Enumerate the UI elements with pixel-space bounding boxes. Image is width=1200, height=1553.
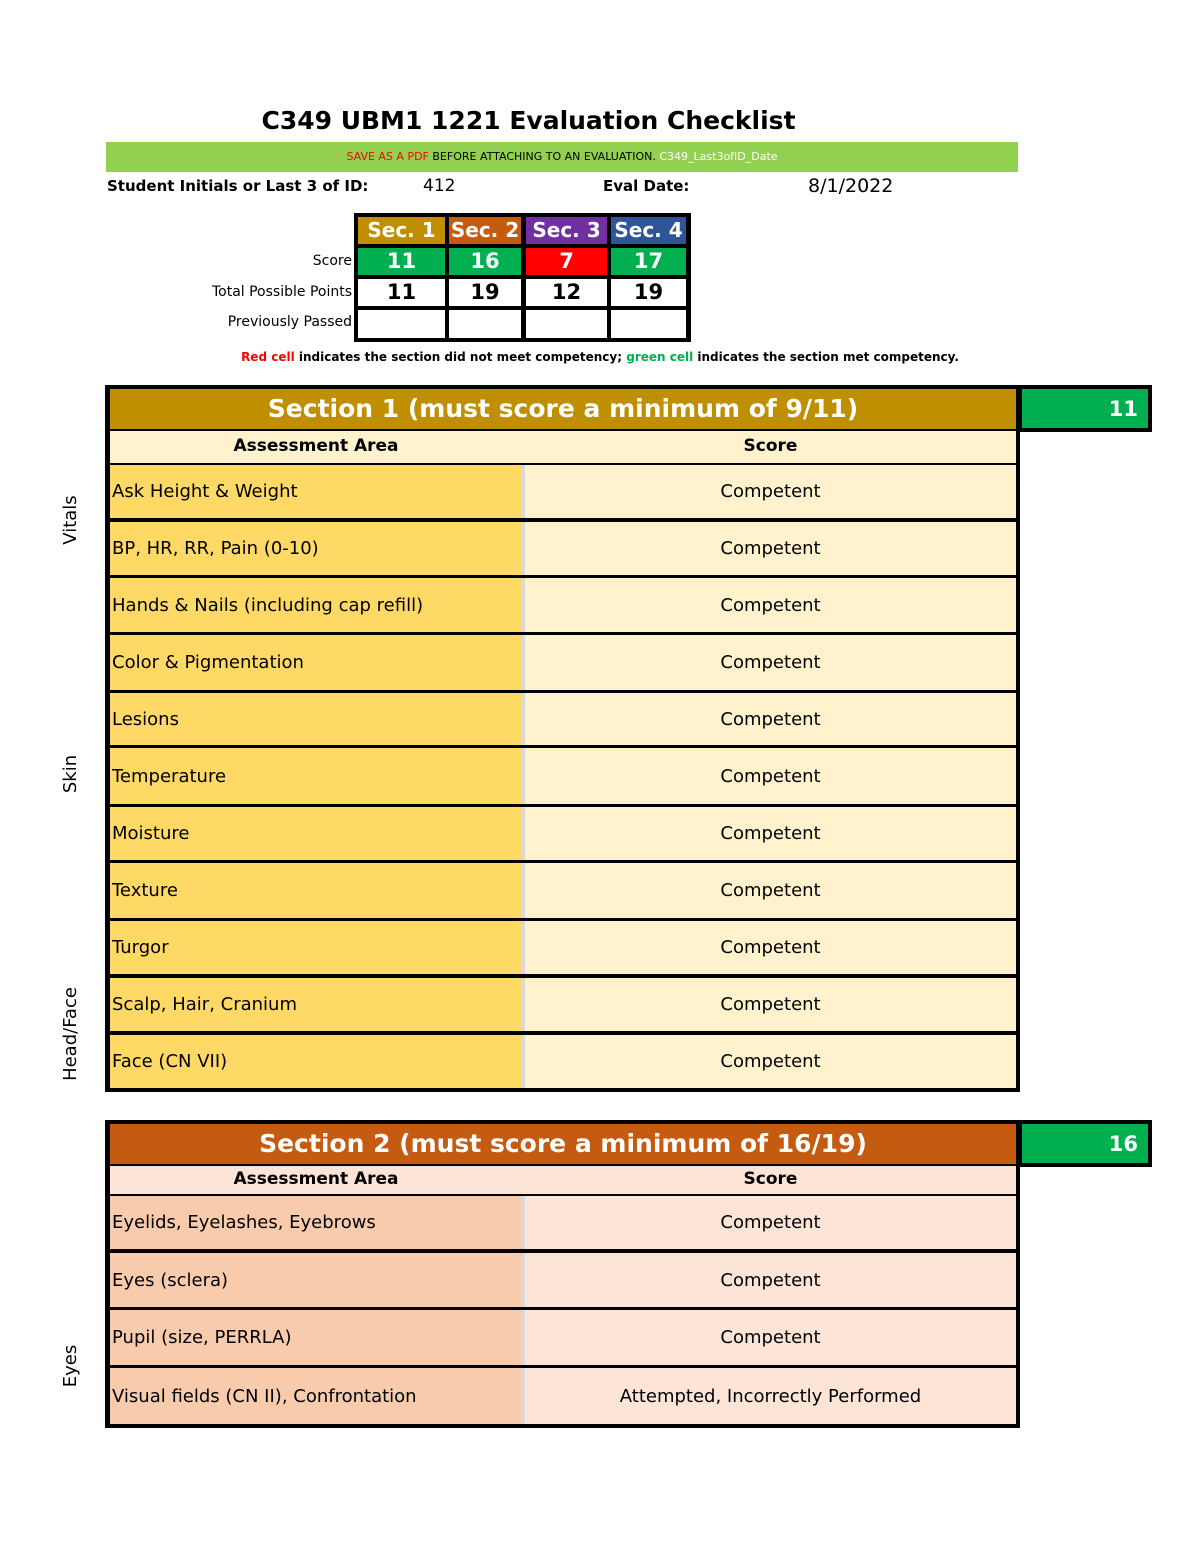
score-value[interactable]: Competent [525,578,1016,632]
section1-column-headers [110,431,1016,463]
assessment-area: Turgor [110,921,522,974]
score-row-label: Score [312,253,352,269]
table-row [110,748,1016,804]
eval-date-value: 8/1/2022 [808,175,894,197]
score-value[interactable]: Competent [525,1035,1016,1088]
assessment-area: Color & Pigmentation [110,635,522,690]
group-skin: Skin [60,754,81,794]
score-value[interactable]: Competent [525,693,1016,745]
table-row [110,1368,1016,1424]
section1-score: 11 [1022,389,1148,428]
sec4-header: Sec. 4 [611,217,686,244]
sec1-score: 11 [358,248,445,275]
legend-red: Red cell [241,350,295,364]
group-head-face: Head/Face [60,987,81,1081]
section2-score-box [1018,1120,1152,1167]
section2-title: Section 2 (must score a minimum of 16/19) [110,1124,1016,1164]
group-divider [110,575,1016,578]
group-divider [110,975,1016,978]
passed-row-label: Previously Passed [227,314,352,330]
sec2-total: 19 [449,279,521,306]
score-value[interactable]: Competent [525,921,1016,974]
assessment-area: Visual fields (CN II), Confrontation [110,1368,522,1424]
section1-col-area: Assessment Area [233,436,399,456]
score-value[interactable]: Competent [525,807,1016,860]
table-row [110,522,1016,575]
sec3-total: 12 [526,279,607,306]
student-value: 412 [423,176,456,196]
sec1-header: Sec. 1 [358,217,445,244]
group-vitals: Vitals [60,495,81,545]
section2-column-headers [110,1166,1016,1194]
table-row [110,693,1016,745]
sec4-passed[interactable] [611,310,686,338]
assessment-area: BP, HR, RR, Pain (0-10) [110,522,522,575]
section2-col-area: Assessment Area [233,1169,399,1189]
table-row [110,635,1016,690]
sec3-score: 7 [526,248,607,275]
section1-col-score: Score [743,436,798,456]
assessment-area: Ask Height & Weight [110,465,522,518]
assessment-area: Eyes (sclera) [110,1253,522,1307]
table-row [110,1196,1016,1249]
table-row [110,1035,1016,1088]
score-value[interactable]: Competent [525,1310,1016,1365]
assessment-area: Texture [110,863,522,918]
sec3-passed[interactable] [526,310,607,338]
sec2-passed[interactable] [449,310,521,338]
summary-grid [354,213,691,342]
save-banner [106,142,1018,172]
assessment-area: Face (CN VII) [110,1035,522,1088]
score-value[interactable]: Competent [525,978,1016,1031]
score-value[interactable]: Competent [525,748,1016,804]
group-eyes: Eyes [60,1344,81,1388]
eval-date-label: Eval Date: [603,177,690,195]
score-value[interactable]: Competent [525,1196,1016,1249]
section1-table [105,385,1020,1092]
assessment-area: Hands & Nails (including cap refill) [110,578,522,632]
table-row [110,978,1016,1031]
sec4-score: 17 [611,248,686,275]
assessment-area: Temperature [110,748,522,804]
section2-col-score: Score [743,1169,798,1189]
table-row [110,807,1016,860]
assessment-area: Pupil (size, PERRLA) [110,1310,522,1365]
table-row [110,921,1016,974]
total-row-label: Total Possible Points [211,284,352,300]
sec1-total: 11 [358,279,445,306]
section1-title: Section 1 (must score a minimum of 9/11) [110,389,1016,429]
assessment-area: Eyelids, Eyelashes, Eyebrows [110,1196,522,1249]
score-value[interactable]: Competent [525,465,1016,518]
legend-green: green cell [626,350,694,364]
legend-text-2: indicates the section met competency. [693,350,959,364]
table-row [110,465,1016,518]
legend [0,350,1200,364]
score-value[interactable]: Competent [525,1253,1016,1307]
assessment-area: Lesions [110,693,522,745]
score-value[interactable]: Attempted, Incorrectly Performed [525,1368,1016,1424]
table-row [110,863,1016,918]
score-value[interactable]: Competent [525,522,1016,575]
section2-score: 16 [1022,1124,1148,1163]
section1-score-box [1018,385,1152,432]
table-row [110,578,1016,632]
banner-text: BEFORE ATTACHING TO AN EVALUATION. [428,150,660,163]
page-title: C349 UBM1 1221 Evaluation Checklist [261,106,796,135]
sec2-header: Sec. 2 [450,218,520,242]
banner-red-text: SAVE AS A PDF [346,150,429,163]
sec1-passed[interactable] [358,310,445,338]
section2-table [105,1120,1020,1428]
student-label: Student Initials or Last 3 of ID: [107,177,369,195]
sec4-total: 19 [611,279,686,306]
sec2-score: 16 [449,248,521,275]
assessment-area: Scalp, Hair, Cranium [110,978,522,1031]
table-row [110,1310,1016,1365]
assessment-area: Moisture [110,807,522,860]
table-row [110,1253,1016,1307]
score-value[interactable]: Competent [525,635,1016,690]
legend-text-1: indicates the section did not meet competency; [294,350,627,364]
banner-filename: C349_Last3ofID_Date [659,150,778,163]
score-value[interactable]: Competent [525,863,1016,918]
sec3-header: Sec. 3 [526,217,607,244]
